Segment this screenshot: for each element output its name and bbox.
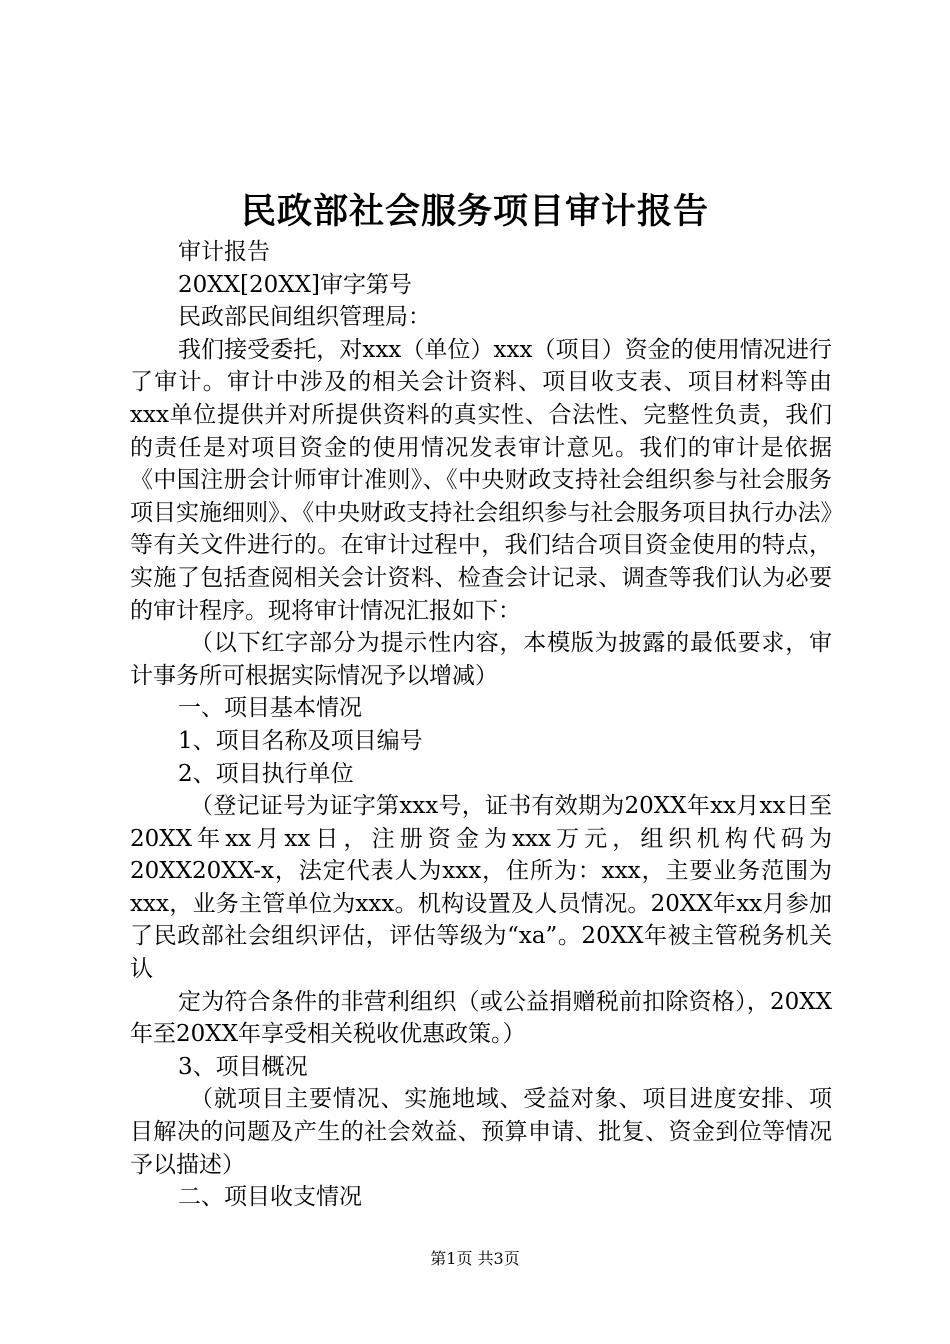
paragraph-unit-details-cont: 定为符合条件的非营利组织（或公益捐赠税前扣除资格），20XX年至20XX年享受相关税收优惠政策。） — [130, 988, 832, 1048]
paragraph-unit-details: （登记证号为证字第xxx号，证书有效期为20XX年xx月xx日至20XX年xx月xx日，注册资金为xxx万元，组织机构代码为20XX20XX-x，法定代表人为xxx，住所为：xxx，主要业务范围为xxx，业务主管单位为xxx。机构设置及人员情况。20XX年xx月参加了民政部社会组织评估，评估等级为“xa”。20XX年被主管税务机关认 — [130, 793, 832, 983]
heading-item-2: 2、项目执行单位 — [178, 760, 354, 787]
paragraph-note: （以下红字部分为提示性内容，本模版为披露的最低要求，审计事务所可根据实际情况予以增减） — [130, 630, 832, 689]
heading-item-3: 3、项目概况 — [178, 1053, 308, 1080]
heading-section-1: 一、项目基本情况 — [178, 695, 362, 722]
document-title: 民政部社会服务项目审计报告 — [240, 191, 709, 232]
paragraph-report-number: 20XX[20XX]审字第号 — [178, 271, 412, 298]
paragraph-intro: 我们接受委托，对xxx（单位）xxx（项目）资金的使用情况进行了审计。审计中涉及的相关会计资料、项目收支表、项目材料等由xxx单位提供并对所提供资料的真实性、合法性、完整性负责，我们的责任是对项目资金的使用情况发表审计意见。我们的审计是依据《中国注册会计师审计准则》、《中央财政支持社会组织参与社会服务项目实施细则》、《中央财政支持社会组织参与社会服务项目执行办法》等有关文件进行的。在审计过程中，我们结合项目资金使用的特点，实施了包括查阅相关会计资料、检查会计记录、调查等我们认为必要的审计程序。现将审计情况汇报如下： — [130, 336, 832, 624]
paragraph-addressee: 民政部民间组织管理局： — [178, 304, 431, 331]
document-body — [130, 236, 832, 1214]
paragraph-project-overview: （就项目主要情况、实施地域、受益对象、项目进度安排、项目解决的问题及产生的社会效益、预算申请、批复、资金到位等情况予以描述） — [130, 1086, 832, 1178]
heading-item-1: 1、项目名称及项目编号 — [178, 727, 423, 754]
page-footer: 第1页 共3页 — [430, 1249, 520, 1268]
heading-section-2: 二、项目收支情况 — [178, 1184, 362, 1211]
paragraph-report-label: 审计报告 — [178, 239, 270, 265]
